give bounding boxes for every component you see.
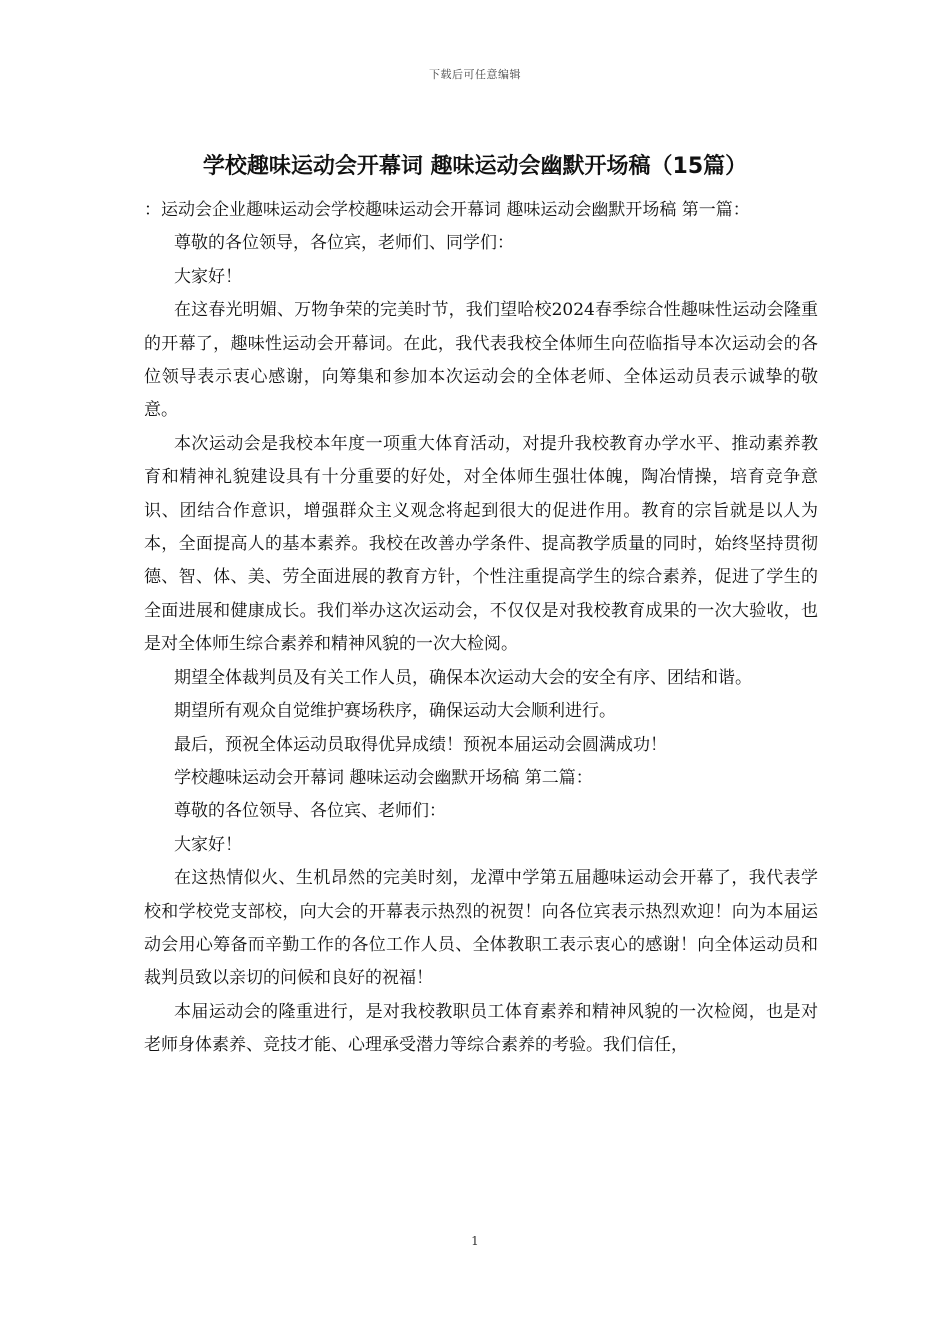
- paragraph: 在这春光明媚、万物争荣的完美时节，我们望哈校2024春季综合性趣味性运动会隆重的开幕了，趣味性运动会开幕词。在此，我代表我校全体师生向莅临指导本次运动会的各位领导表示衷心感谢，向筹集和参加本次运动会的全体老师、全体运动员表示诚挚的敬意。: [144, 300, 818, 421]
- paragraph: 尊敬的各位领导，各位宾，老师们、同学们：: [174, 233, 514, 254]
- paragraph: 大家好！: [174, 834, 242, 855]
- document-body: [144, 194, 818, 1063]
- page-number: 1: [471, 1234, 479, 1248]
- paragraph: 本届运动会的隆重进行，是对我校教职员工体育素养和精神风貌的一次检阅，也是对老师身体素养、竞技才能、心理承受潜力等综合素养的考验。我们信任，: [144, 1001, 818, 1056]
- paragraph: 尊敬的各位领导、各位宾、老师们：: [174, 801, 446, 822]
- paragraph: 最后，预祝全体运动员取得优异成绩！预祝本届运动会圆满成功！: [174, 734, 667, 755]
- paragraph: 期望全体裁判员及有关工作人员，确保本次运动大会的安全有序、团结和谐。: [174, 667, 752, 688]
- paragraph: 本次运动会是我校本年度一项重大体育活动，对提升我校教育办学水平、推动素养教育和精神礼貌建设具有十分重要的好处，对全体师生强壮体魄，陶冶情操，培育竞争意识、团结合作意识，增强群众主义观念将起到很大的促进作用。教育的宗旨就是以人为本，全面提高人的基本素养。我校在改善办学条件、提高教学质量的同时，始终坚持贯彻德、智、体、美、劳全面进展的教育方针，个性注重提高学生的综合素养，促进了学生的全面进展和健康成长。我们举办这次运动会，不仅仅是对我校教育成果的一次大验收，也是对全体师生综合素养和精神风貌的一次大检阅。: [144, 433, 818, 655]
- paragraph: 大家好！: [174, 266, 242, 287]
- paragraph: 在这热情似火、生机昂然的完美时刻，龙潭中学第五届趣味运动会开幕了，我代表学校和学校党支部校，向大会的开幕表示热烈的祝贺！向各位宾表示热烈欢迎！向为本届运动会用心筹备而辛勤工作的各位工作人员、全体教职工表示衷心的感谢！向全体运动员和裁判员致以亲切的问候和良好的祝福！: [144, 868, 818, 989]
- page-header: 下载后可任意编辑: [429, 68, 521, 81]
- paragraph: 期望所有观众自觉维护赛场秩序，确保运动大会顺利进行。: [174, 701, 616, 722]
- paragraph: ：运动会企业趣味运动会学校趣味运动会开幕词 趣味运动会幽默开场稿 第一篇：: [144, 200, 750, 220]
- document-title: 学校趣味运动会开幕词 趣味运动会幽默开场稿（15篇）: [202, 154, 748, 179]
- paragraph: 学校趣味运动会开幕词 趣味运动会幽默开场稿 第二篇：: [174, 767, 593, 788]
